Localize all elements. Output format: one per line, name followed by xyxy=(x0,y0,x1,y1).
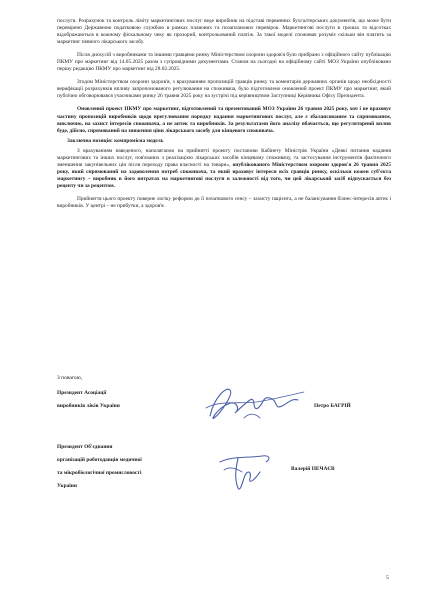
paragraph-2: Після дискусій з виробниками та іншими гравцями ринку Міністерством охорони здоров'я було прибрано з офіційного сайту публікацію ПКМУ про маркетинг від 14.05.2025 разом з супровідними документами. Станом на сьогодні на офіційному сайті МОЗ України опубліковано першу редакцію ПКМУ про маркетинг від 28.02.2025. xyxy=(57,52,391,73)
signatory-1-title-line-2: виробників ліків України xyxy=(57,403,120,409)
paragraph-4: Оновлений проект ПКМУ про маркетинг, підготовлений та презентований МОЗ України 26 травня 2025 року, хоч і не враховує частину пропозицій виробників щодо врегулювання порядку надання маркетингових послуг, але є збалансованим та спрямованим, виключно, на захист інтересів споживача, а не аптек та виробників. За результатами його аналізу вбачається, що регуляторний вплив буде, дійсно, спрямований на зниження ціни лікарського засобу для кінцевого споживача. xyxy=(57,106,391,134)
signature-1-icon xyxy=(200,378,310,426)
signatory-2-title-line-1: Президент Об'єднання xyxy=(57,444,113,450)
signatory-2-title-line-2: організацій роботодавців медичної xyxy=(57,457,142,463)
signatory-1-title xyxy=(57,390,120,410)
paragraph-5-bold: опублікованого Міністерством охорони здоров'я 26 травня 2025 року, який спрямований на задоволення потреб споживача, та який враховує інтереси всіх гравців ринку, оскільки кожен суб'єкта маркетингу – виробник в його витратах на маркетингові послуги в залежності від того, чи цей лікарський засіб відпускається без рецепту чи за рецептом. xyxy=(57,161,391,189)
page-number: 5 xyxy=(386,575,389,581)
signature-2-icon xyxy=(212,448,282,493)
signatory-2-title-line-4: України xyxy=(57,483,78,489)
paragraph-3: Згодом Міністерством охорони здоров'я, з врахуванням пропозицій гравців ринку та коментарів державних органів щодо необхідності верифікації розрахунків впливу запропонованого регулювання на споживача, було підготовлено оновлений проект ПКМУ про маркетинг, який публічно обговорювався учасниками ринку 26 травня 2025 року на зустрічі під керівництвом Заступниці Керівника Офісу Президента. xyxy=(57,79,391,100)
signatory-2-title-line-3: та мікробіологічної промисловості xyxy=(57,470,142,476)
closing-line: З повагою, xyxy=(57,375,83,381)
section-heading: Заключна позиція: компромісна модель xyxy=(67,137,164,144)
paragraph-5-normal: З врахуванням наведеного, наполягаємо на прийнятті проекту постанови Кабінету Міністрів України «Деякі питання надання маркетингових та інших послуг, пов'язаних з реалізацією лікарських засобів кінцевому споживачу, та застосування інструментів фактичного зменшення закупівельних цін після переходу права власності на товари», xyxy=(57,147,391,168)
signatory-2-title xyxy=(57,444,142,490)
signatory-1-name: Петро БАГРІЙ xyxy=(314,403,351,409)
signatory-1-title-line-1: Президент Асоціації xyxy=(57,390,107,396)
paragraph-5 xyxy=(57,148,391,190)
body-text xyxy=(57,18,391,210)
signatory-2-name: Валерій ПЕЧАЄВ xyxy=(291,466,335,472)
paragraph-6: Прийняття цього проекту поверне логіку реформи до її початкового сенсу – захисту пацієнта, а не балансування бізнес-інтересів аптек і виробників. У центрі – не прибутки, а здоров'я. xyxy=(57,195,391,210)
paragraph-1: послуги. Розрахунок та контроль ліміту маркетингових послуг веде виробник на підставі первинних бухгалтерських документів, що може бути перевірено Державною податковою службою в рамках планових та позапланових перевірок. Маркетингові послуги в грошах та відсотках відображаються в кожному фіскальному чеку як прозорий, контрольований платіж. За такої моделі споживач розуміє скільки він платить за маркетинг певного лікарського засобу. xyxy=(57,18,391,46)
